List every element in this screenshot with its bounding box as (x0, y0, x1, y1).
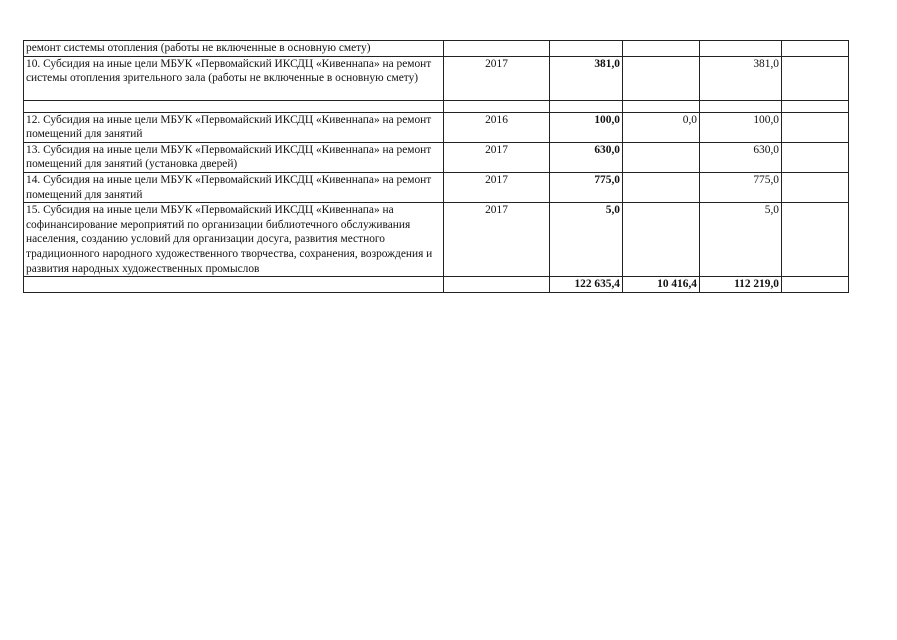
row-current: 381,0 (700, 56, 782, 100)
table-row (24, 112, 849, 142)
row-current (700, 100, 782, 112)
table-row (24, 142, 849, 172)
row-year (444, 100, 550, 112)
row-extra (782, 56, 849, 100)
row-prior (623, 100, 700, 112)
row-description: 14. Субсидия на иные цели МБУК «Первомайский ИКСДЦ «Кивеннапа» на ремонт помещений для занятий (24, 172, 444, 202)
totals-extra (782, 277, 849, 293)
row-extra (782, 203, 849, 277)
totals-row (24, 277, 849, 293)
row-extra (782, 112, 849, 142)
row-year: 2017 (444, 172, 550, 202)
row-extra (782, 142, 849, 172)
table-row (24, 203, 849, 277)
row-description: 12. Субсидия на иные цели МБУК «Первомайский ИКСДЦ «Кивеннапа» на ремонт помещений для занятий (24, 112, 444, 142)
table-row (24, 100, 849, 112)
row-total: 775,0 (550, 172, 623, 202)
row-total: 381,0 (550, 56, 623, 100)
row-prior (623, 41, 700, 57)
table-row (24, 172, 849, 202)
row-current: 775,0 (700, 172, 782, 202)
row-current: 100,0 (700, 112, 782, 142)
totals-prior: 10 416,4 (623, 277, 700, 293)
row-year: 2017 (444, 56, 550, 100)
totals-total: 122 635,4 (550, 277, 623, 293)
row-prior (623, 172, 700, 202)
row-description: ремонт системы отопления (работы не включенные в основную смету) (24, 41, 444, 57)
row-total (550, 41, 623, 57)
row-total: 5,0 (550, 203, 623, 277)
table-row (24, 41, 849, 57)
row-year: 2017 (444, 142, 550, 172)
row-current: 5,0 (700, 203, 782, 277)
row-prior (623, 142, 700, 172)
row-description: 15. Субсидия на иные цели МБУК «Первомайский ИКСДЦ «Кивеннапа» на софинансирование мероприятий по организации библиотечного обслуживания населения, созданию условий для организации досуга, развития местного традиционного народного художественного творчества, сохранения, возрождения и развития народных художественных промыслов (24, 203, 444, 277)
row-year: 2017 (444, 203, 550, 277)
row-description: 13. Субсидия на иные цели МБУК «Первомайский ИКСДЦ «Кивеннапа» на ремонт помещений для занятий (установка дверей) (24, 142, 444, 172)
row-total: 630,0 (550, 142, 623, 172)
row-year: 2016 (444, 112, 550, 142)
row-prior (623, 56, 700, 100)
row-extra (782, 41, 849, 57)
row-total: 100,0 (550, 112, 623, 142)
row-current: 630,0 (700, 142, 782, 172)
totals-description (24, 277, 444, 293)
row-description (24, 100, 444, 112)
row-prior: 0,0 (623, 112, 700, 142)
row-current (700, 41, 782, 57)
totals-year (444, 277, 550, 293)
budget-table (23, 40, 849, 293)
row-year (444, 41, 550, 57)
row-extra (782, 172, 849, 202)
row-prior (623, 203, 700, 277)
row-description: 10. Субсидия на иные цели МБУК «Первомайский ИКСДЦ «Кивеннапа» на ремонт системы отопления зрительного зала (работы не включенные в основную смету) (24, 56, 444, 100)
totals-current: 112 219,0 (700, 277, 782, 293)
row-total (550, 100, 623, 112)
row-extra (782, 100, 849, 112)
table-row (24, 56, 849, 100)
